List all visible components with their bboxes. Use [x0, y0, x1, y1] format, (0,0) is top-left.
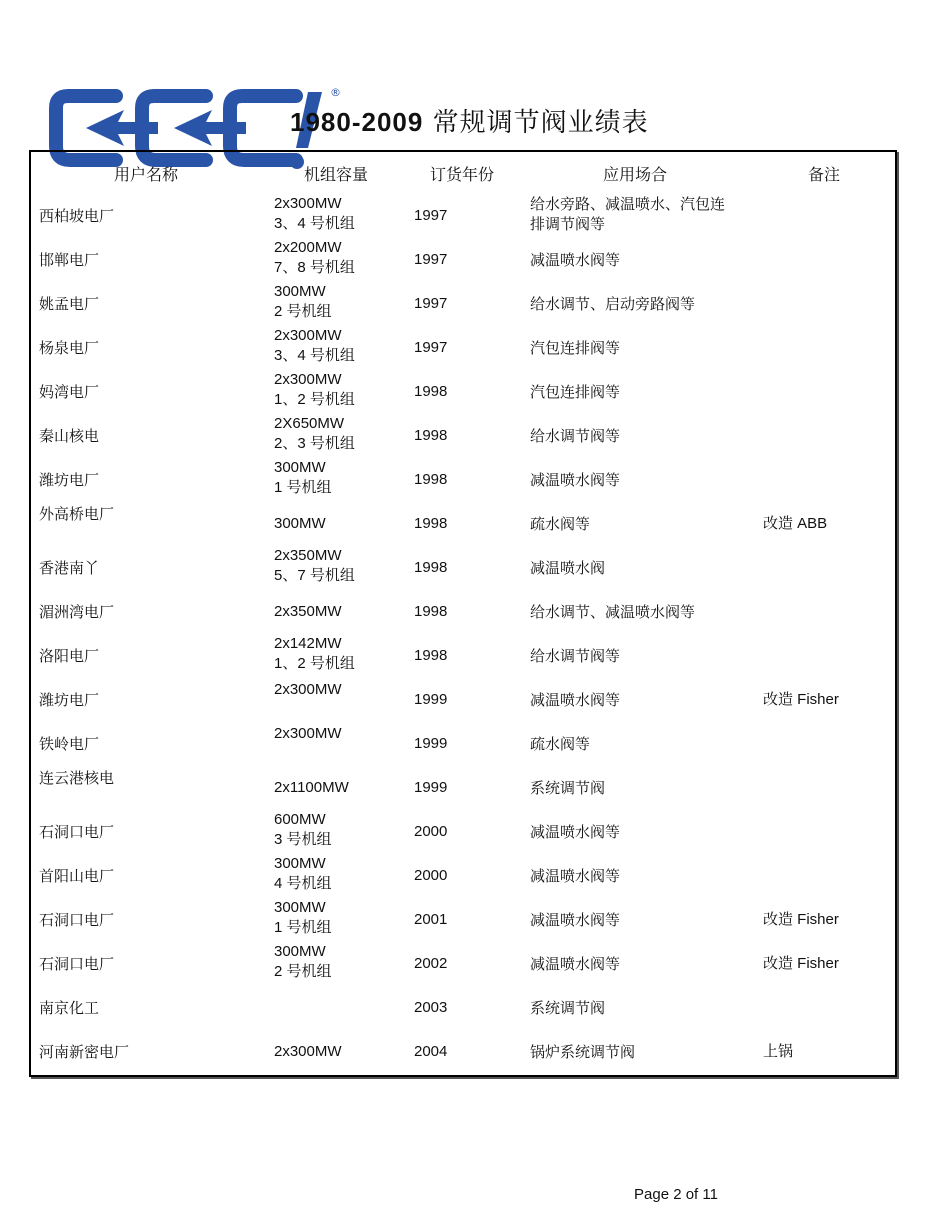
application-cell: [530, 734, 590, 754]
application-cell: [530, 382, 620, 402]
capacity-cell: [274, 1042, 342, 1062]
capacity-cell: [274, 458, 332, 498]
application-cell: [530, 470, 620, 490]
user-name-cell: 姚孟电厂: [39, 295, 100, 313]
capacity-cell: [274, 898, 332, 938]
application-cell-line: 系统调节阀: [530, 779, 606, 797]
capacity-cell-line: 2 号机组: [274, 963, 332, 980]
capacity-cell-line: 2x300MW: [274, 725, 342, 742]
capacity-cell-line: 300MW: [274, 283, 326, 300]
capacity-cell-line: 3、4 号机组: [274, 215, 355, 232]
order-year-cell: 2000: [414, 823, 448, 840]
application-cell: [530, 954, 620, 974]
table-row: [30, 194, 894, 238]
application-cell-line: 汽包连排阀等: [530, 383, 621, 401]
capacity-cell-line: 2x350MW: [274, 547, 342, 564]
table-row: [30, 854, 894, 898]
user-name-cell: 外高桥电厂: [39, 505, 115, 523]
capacity-cell: [274, 282, 332, 322]
user-name-cell: 西柏坡电厂: [39, 207, 115, 225]
capacity-cell-line: 2x300MW: [274, 1043, 342, 1060]
user-name-cell: 妈湾电厂: [39, 383, 100, 401]
capacity-cell: [274, 634, 355, 674]
application-cell-line: 给水调节、减温喷水阀等: [530, 603, 696, 621]
order-year-cell: 1999: [414, 779, 448, 796]
application-cell-line: 减温喷水阀等: [530, 823, 621, 841]
order-year-cell: 2003: [414, 999, 448, 1016]
order-year-cell: 2002: [414, 955, 448, 972]
application-cell: [530, 778, 605, 798]
table-row: [30, 282, 894, 326]
order-year-cell: 1997: [414, 295, 448, 312]
capacity-cell: [274, 810, 332, 850]
order-year-cell: 1998: [414, 559, 448, 576]
column-header-order-year: 订货年份: [430, 165, 495, 184]
capacity-cell-line: 5、7 号机组: [274, 567, 355, 584]
user-name-cell: 首阳山电厂: [39, 867, 115, 885]
column-header-note: 备注: [808, 165, 841, 184]
note-cell: 改造 Fisher: [763, 691, 839, 708]
order-year-cell: 1997: [414, 207, 448, 224]
table-row: [30, 986, 894, 1030]
capacity-cell-line: 1 号机组: [274, 919, 332, 936]
capacity-cell-line: 600MW: [274, 811, 326, 828]
table-row: [30, 898, 894, 942]
application-cell-line: 减温喷水阀等: [530, 691, 621, 709]
capacity-cell-line: 1、2 号机组: [274, 655, 355, 672]
order-year-cell: 2004: [414, 1043, 448, 1060]
capacity-cell-line: 2x300MW: [274, 195, 342, 212]
application-cell: [530, 514, 590, 534]
application-cell-line: 排调节阀等: [530, 215, 606, 233]
user-name-cell: 连云港核电: [39, 769, 115, 787]
user-name-cell: 石洞口电厂: [39, 955, 115, 973]
application-cell: [530, 1042, 635, 1062]
title-years: 1980-2009: [290, 107, 424, 137]
capacity-cell: [274, 514, 326, 534]
capacity-cell: [274, 238, 355, 278]
order-year-cell: 1998: [414, 427, 448, 444]
application-cell-line: 给水调节阀等: [530, 427, 621, 445]
table-row: [30, 414, 894, 458]
capacity-cell-line: 300MW: [274, 515, 326, 532]
application-cell: [530, 822, 620, 842]
application-cell: [530, 426, 620, 446]
capacity-cell-line: 7、8 号机组: [274, 259, 355, 276]
user-name-cell: 邯郸电厂: [39, 251, 100, 269]
column-header-application: 应用场合: [603, 165, 668, 184]
capacity-cell: [274, 326, 355, 366]
table-row: [30, 942, 894, 986]
order-year-cell: 1998: [414, 383, 448, 400]
user-name-cell: 潍坊电厂: [39, 691, 100, 709]
application-cell-line: 给水调节、启动旁路阀等: [530, 295, 696, 313]
user-name-cell: 洛阳电厂: [39, 647, 100, 665]
user-name-cell: 潍坊电厂: [39, 471, 100, 489]
capacity-cell-line: 2x350MW: [274, 603, 342, 620]
user-name-cell: 杨泉电厂: [39, 339, 100, 357]
application-cell: [530, 866, 620, 886]
capacity-cell-line: 2、3 号机组: [274, 435, 355, 452]
capacity-cell: [274, 778, 349, 798]
table-row: [30, 722, 894, 766]
application-cell-line: 减温喷水阀等: [530, 251, 621, 269]
application-cell-line: 给水旁路、减温喷水、汽包连: [530, 195, 726, 213]
application-cell: [530, 998, 605, 1018]
capacity-cell-line: 300MW: [274, 459, 326, 476]
application-cell-line: 系统调节阀: [530, 999, 606, 1017]
capacity-cell-line: 2x200MW: [274, 239, 342, 256]
application-cell: [530, 690, 620, 710]
table-row: [30, 590, 894, 634]
order-year-cell: 1999: [414, 691, 448, 708]
capacity-cell-line: 3 号机组: [274, 831, 332, 848]
table-row: [30, 458, 894, 502]
table-row: [30, 546, 894, 590]
application-cell-line: 减温喷水阀等: [530, 911, 621, 929]
capacity-cell: [274, 680, 342, 700]
application-cell: [530, 558, 605, 578]
capacity-cell-line: 2x300MW: [274, 681, 342, 698]
capacity-cell-line: 2x300MW: [274, 327, 342, 344]
application-cell: [530, 194, 725, 234]
registered-mark: ®: [330, 86, 341, 99]
application-cell: [530, 646, 620, 666]
capacity-cell: [274, 854, 332, 894]
user-name-cell: 湄洲湾电厂: [39, 603, 115, 621]
application-cell: [530, 294, 695, 314]
capacity-cell-line: 3、4 号机组: [274, 347, 355, 364]
user-name-cell: 秦山核电: [39, 427, 100, 445]
capacity-cell-line: 300MW: [274, 899, 326, 916]
order-year-cell: 1999: [414, 735, 448, 752]
order-year-cell: 1998: [414, 515, 448, 532]
capacity-cell-line: 2x300MW: [274, 371, 342, 388]
column-header-user-name: 用户名称: [114, 165, 179, 184]
table-row: [30, 502, 894, 546]
column-header-capacity: 机组容量: [304, 165, 369, 184]
user-name-cell: 石洞口电厂: [39, 911, 115, 929]
capacity-cell-line: 2x142MW: [274, 635, 342, 652]
note-cell: 改造 Fisher: [763, 911, 839, 928]
table-row: [30, 678, 894, 722]
capacity-cell-line: 4 号机组: [274, 875, 332, 892]
application-cell-line: 减温喷水阀: [530, 559, 606, 577]
capacity-cell: [274, 602, 342, 622]
user-name-cell: 铁岭电厂: [39, 735, 100, 753]
capacity-cell-line: 1、2 号机组: [274, 391, 355, 408]
user-name-cell: 香港南丫: [39, 559, 100, 577]
capacity-cell-line: 2x1100MW: [274, 779, 349, 796]
table-row: [30, 634, 894, 678]
capacity-cell-line: 300MW: [274, 855, 326, 872]
application-cell-line: 锅炉系统调节阀: [530, 1043, 636, 1061]
application-cell: [530, 602, 695, 622]
order-year-cell: 1997: [414, 251, 448, 268]
note-cell: 改造 ABB: [763, 515, 828, 532]
capacity-cell: [274, 546, 355, 586]
application-cell: [530, 338, 620, 358]
capacity-cell-line: 300MW: [274, 943, 326, 960]
table-row: [30, 238, 894, 282]
title-text: 常规调节阀业绩表: [432, 108, 649, 138]
user-name-cell: 河南新密电厂: [39, 1043, 130, 1061]
note-cell: 上锅: [763, 1043, 794, 1060]
application-cell: [530, 250, 620, 270]
application-cell-line: 减温喷水阀等: [530, 955, 621, 973]
capacity-cell-line: 2X650MW: [274, 415, 345, 432]
capacity-cell: [274, 194, 355, 234]
capacity-cell-line: 1 号机组: [274, 479, 332, 496]
application-cell-line: 汽包连排阀等: [530, 339, 621, 357]
application-cell-line: 疏水阀等: [530, 735, 591, 753]
application-cell-line: 减温喷水阀等: [530, 471, 621, 489]
application-cell-line: 给水调节阀等: [530, 647, 621, 665]
order-year-cell: 1997: [414, 339, 448, 356]
application-cell-line: 疏水阀等: [530, 515, 591, 533]
capacity-cell-line: 2 号机组: [274, 303, 332, 320]
table-row: [30, 370, 894, 414]
table-row: [30, 810, 894, 854]
page-title: [290, 102, 649, 139]
order-year-cell: 1998: [414, 603, 448, 620]
order-year-cell: 2001: [414, 911, 448, 928]
order-year-cell: 1998: [414, 471, 448, 488]
capacity-cell: [274, 724, 342, 744]
application-cell: [530, 910, 620, 930]
application-cell-line: 减温喷水阀等: [530, 867, 621, 885]
page-number: Page 2 of 11: [634, 1186, 718, 1203]
capacity-cell: [274, 414, 355, 454]
capacity-cell: [274, 942, 332, 982]
table-row: [30, 766, 894, 810]
note-cell: 改造 Fisher: [763, 955, 839, 972]
user-name-cell: 石洞口电厂: [39, 823, 115, 841]
order-year-cell: 2000: [414, 867, 448, 884]
table-row: [30, 1030, 894, 1074]
table-row: [30, 326, 894, 370]
user-name-cell: 南京化工: [39, 999, 100, 1017]
capacity-cell: [274, 370, 355, 410]
order-year-cell: 1998: [414, 647, 448, 664]
